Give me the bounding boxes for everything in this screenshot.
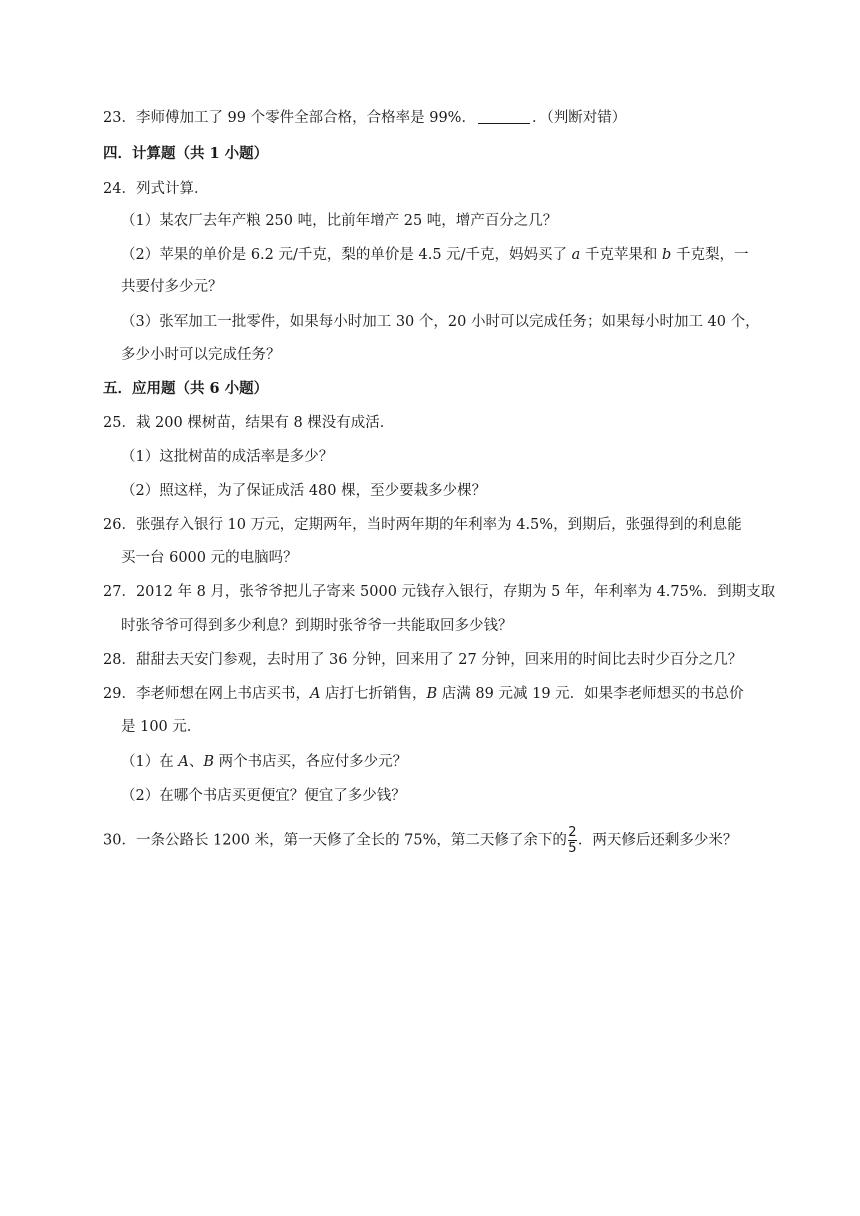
question-24-part-1: （1）某农厂去年产粮 250 吨，比前年增产 25 吨，增产百分之几？ [121,213,558,229]
question-26: 26．张强存入银行 10 万元，定期两年，当时两年期的年利率为 4.5%，到期后，张强得到的利息能 [103,517,742,533]
answer-blank[interactable] [478,109,530,124]
question-27-cont: 时张爷爷可得到多少利息？到期时张爷爷一共能取回多少钱？ [121,618,513,634]
question-24-title: 24．列式计算． [103,181,209,197]
question-25-part-1: （1）这批树苗的成活率是多少？ [121,449,334,465]
fraction-two-fifths: $\frac{2}{5}$ [568,825,577,856]
section-5-title: 五．应用题（共 6 小题） [103,380,269,397]
question-26-cont: 买一台 6000 元的电脑吗？ [121,550,298,566]
section-4-title: 四．计算题（共 1 小题） [103,145,269,162]
question-24-part-3: （3）张军加工一批零件，如果每小时加工 30 个，20 小时可以完成任务；如果每小时加工 40 个， [121,314,760,330]
question-25-part-2: （2）照这样，为了保证成活 480 棵，至少要栽多少棵？ [121,483,487,499]
question-29-cont: 是 100 元． [121,719,202,735]
question-29-part-1: （1）在 A、B 两个书店买，各应付多少元？ [121,754,408,770]
question-24-part-2-cont: 共要付多少元？ [121,279,223,295]
question-23: 23．李师傅加工了 99 个零件全部合格，合格率是 99%． ．（判断对错） [103,110,627,126]
question-24-part-2: （2）苹果的单价是 6.2 元/千克，梨的单价是 4.5 元/千克，妈妈买了 a 千克苹果和 b 千克梨，一 [121,247,749,263]
question-27: 27．2012 年 8 月，张爷爷把儿子寄来 5000 元钱存入银行，存期为 5 年，年利率为 4.75%．到期支取 [103,584,776,600]
question-25-title: 25．栽 200 棵树苗，结果有 8 棵没有成活． [103,415,395,431]
question-29-part-2: （2）在哪个书店买更便宜？便宜了多少钱？ [121,788,406,804]
question-29: 29．李老师想在网上书店买书，A 店打七折销售，B 店满 89 元减 19 元．如果李老师想买的书总价 [103,686,744,702]
question-28: 28．甜甜去天安门参观，去时用了 36 分钟，回来用了 27 分钟，回来用的时间比去时少百分之几？ [103,652,743,668]
question-30: 30．一条公路长 1200 米，第一天修了全长的 75%，第二天修了余下的 $\frac{2}{5}$ ．两天修后还剩多少米？ [103,825,738,856]
question-24-part-3-cont: 多少小时可以完成任务？ [121,347,281,363]
